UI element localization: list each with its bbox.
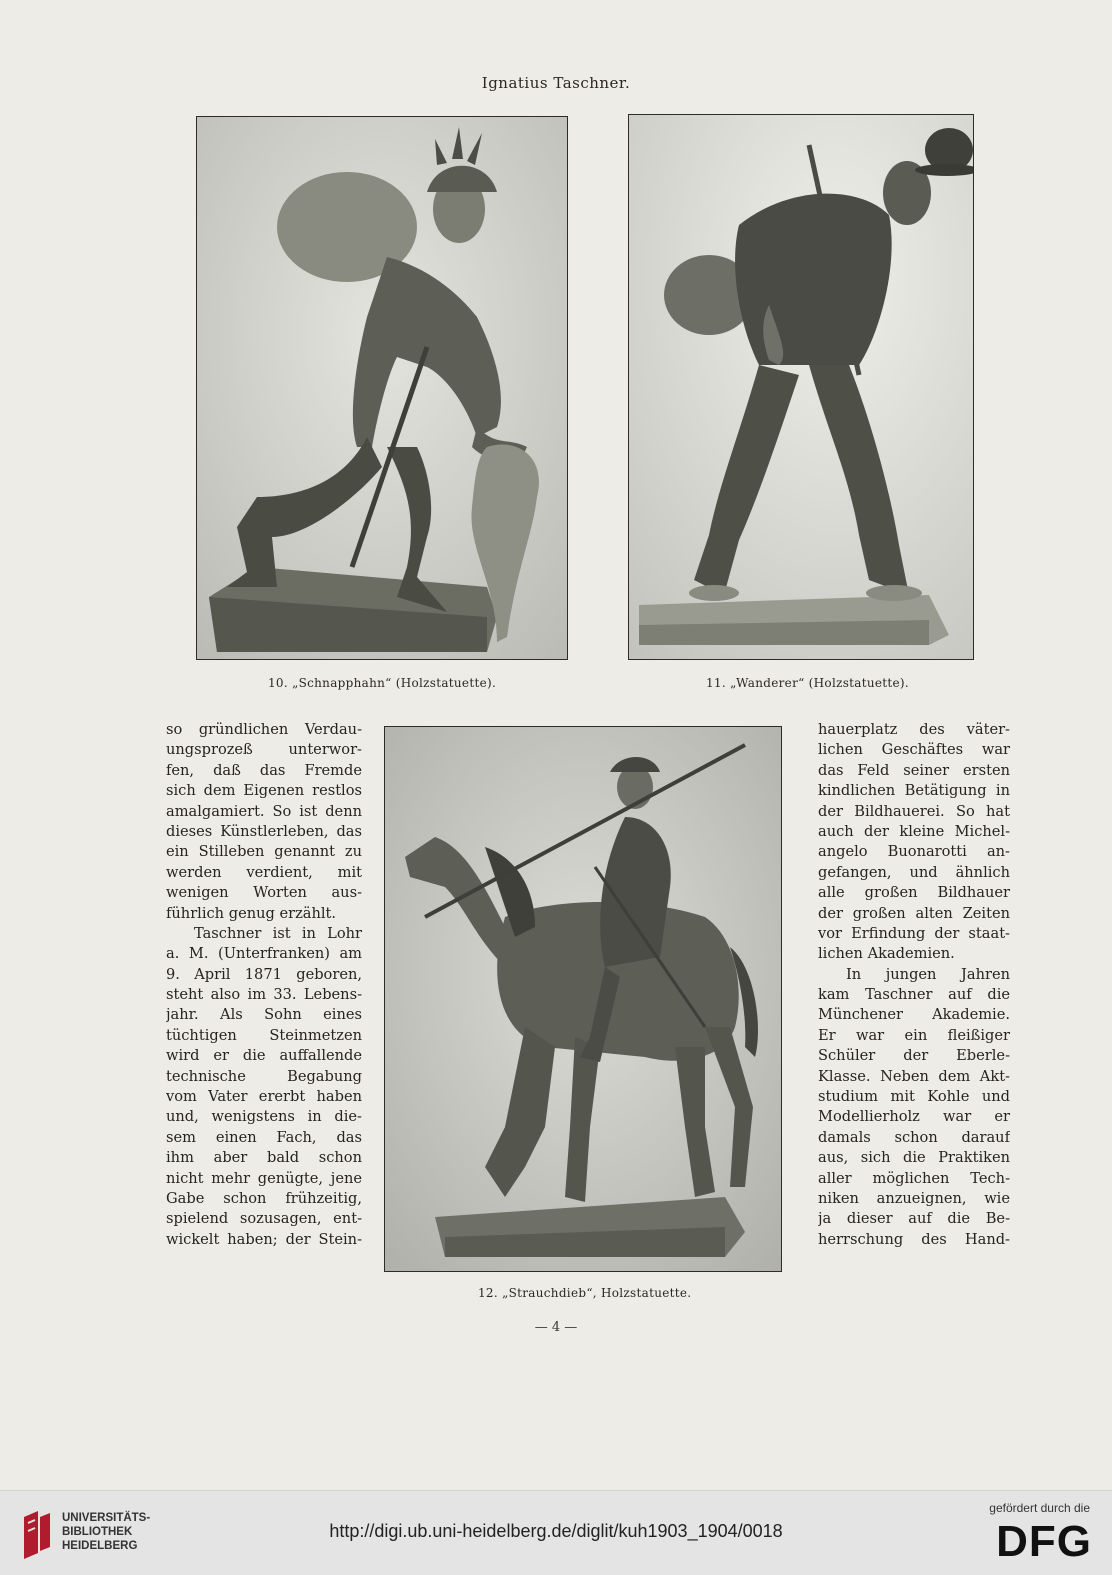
text-line: tüchtigen Steinmetzen xyxy=(166,1026,362,1044)
text-line: studium mit Kohle und xyxy=(818,1088,1010,1106)
text-line: wenigen Worten aus- xyxy=(166,884,362,902)
library-name-line: BIBLIOTHEK xyxy=(62,1526,133,1538)
digitization-footer xyxy=(0,1490,1112,1575)
text-line: Gabe schon frühzeitig, xyxy=(166,1189,362,1207)
right-text-column xyxy=(818,720,1010,1250)
caption-figure-10: 10. „Schnapphahn“ (Holzstatuette). xyxy=(268,676,497,690)
left-text-column xyxy=(166,720,362,1250)
text-line: herrschung des Hand- xyxy=(818,1230,1010,1248)
funding-note: gefördert durch die xyxy=(989,1501,1090,1515)
text-line: Modellierholz war er xyxy=(818,1108,1010,1126)
text-line: amalgamiert. So ist denn xyxy=(166,802,362,820)
text-line: wird er die auffallende xyxy=(166,1047,362,1065)
text-line: ja dieser auf die Be- xyxy=(818,1210,1010,1228)
text-line: Schüler der Eberle- xyxy=(818,1047,1010,1065)
dfg-logo[interactable]: DFG xyxy=(996,1517,1092,1566)
plate-schnapphahn xyxy=(196,116,568,660)
text-line: Er war ein fleißiger xyxy=(818,1026,1010,1044)
text-line: kindlichen Betätigung in xyxy=(818,782,1010,800)
strauchdieb-statuette-image xyxy=(385,727,781,1271)
text-line: kam Taschner auf die xyxy=(818,986,1010,1004)
text-line: aller möglichen Tech- xyxy=(818,1169,1010,1187)
text-line: fen, daß das Fremde xyxy=(166,761,362,779)
wanderer-statuette-image xyxy=(629,115,973,659)
text-line: das Feld seiner ersten xyxy=(818,761,1010,779)
text-line: aus, sich die Praktiken xyxy=(818,1149,1010,1167)
text-line: Taschner ist in Lohr xyxy=(194,924,362,942)
text-line: In jungen Jahren xyxy=(846,965,1010,983)
text-line: spielend sozusagen, ent- xyxy=(166,1210,362,1228)
plate-strauchdieb xyxy=(384,726,782,1272)
text-line: nicht mehr genügte, jene xyxy=(166,1169,362,1187)
text-line: lichen Akademien. xyxy=(818,945,955,963)
text-line: lichen Geschäftes war xyxy=(818,741,1010,759)
text-line: so gründlichen Verdau- xyxy=(166,721,362,738)
text-line: steht also im 33. Lebens- xyxy=(166,986,362,1004)
schnapphahn-statuette-image xyxy=(197,117,567,659)
text-line: jahr. Als Sohn eines xyxy=(166,1006,362,1024)
text-line: und, wenigstens in die- xyxy=(166,1108,362,1126)
text-line: sem einen Fach, das xyxy=(166,1128,362,1146)
text-line: werden verdient, mit xyxy=(166,863,362,881)
text-line: sich dem Eigenen restlos xyxy=(166,782,362,800)
text-line: angelo Buonarotti an- xyxy=(818,843,1010,861)
text-line: ungsprozeß unterwor- xyxy=(166,741,362,759)
permalink-url[interactable]: http://digi.ub.uni-heidelberg.de/diglit/kuh1903_1904/0018 xyxy=(329,1521,783,1541)
library-name-line: HEIDELBERG xyxy=(62,1540,138,1552)
text-line: niken anzueignen, wie xyxy=(818,1189,1010,1207)
text-line: dieses Künstlerleben, das xyxy=(166,822,362,840)
text-line: a. M. (Unterfranken) am xyxy=(166,945,362,963)
text-line: alle großen Bildhauer xyxy=(818,884,1010,902)
text-line: auch der kleine Michel- xyxy=(818,822,1010,840)
text-line: führlich genug erzählt. xyxy=(166,904,337,922)
text-line: ein Stilleben genannt zu xyxy=(166,843,362,861)
text-line: damals schon darauf xyxy=(818,1128,1010,1146)
page-number: — 4 — xyxy=(534,1320,578,1335)
running-head: Ignatius Taschner. xyxy=(481,74,631,92)
text-line: technische Begabung xyxy=(166,1067,362,1085)
text-line: Klasse. Neben dem Akt- xyxy=(818,1067,1010,1085)
text-line: vom Vater ererbt haben xyxy=(166,1088,362,1106)
text-line: ihm aber bald schon xyxy=(166,1149,362,1167)
library-name-line: UNIVERSITÄTS- xyxy=(62,1512,151,1524)
text-line: 9. April 1871 geboren, xyxy=(166,965,362,983)
text-line: hauerplatz des väter- xyxy=(818,721,1010,738)
caption-figure-12: 12. „Strauchdieb“, Holzstatuette. xyxy=(478,1286,692,1300)
text-line: der großen alten Zeiten xyxy=(818,904,1010,922)
plate-wanderer xyxy=(628,114,974,660)
text-line: Münchener Akademie. xyxy=(818,1006,1010,1024)
text-line: wickelt haben; der Stein- xyxy=(166,1230,362,1248)
text-line: der Bildhauerei. So hat xyxy=(818,802,1010,820)
text-line: gefangen, und ähnlich xyxy=(818,863,1010,881)
text-line: vor Erfindung der staat- xyxy=(818,924,1010,942)
caption-figure-11: 11. „Wanderer“ (Holzstatuette). xyxy=(706,676,910,690)
